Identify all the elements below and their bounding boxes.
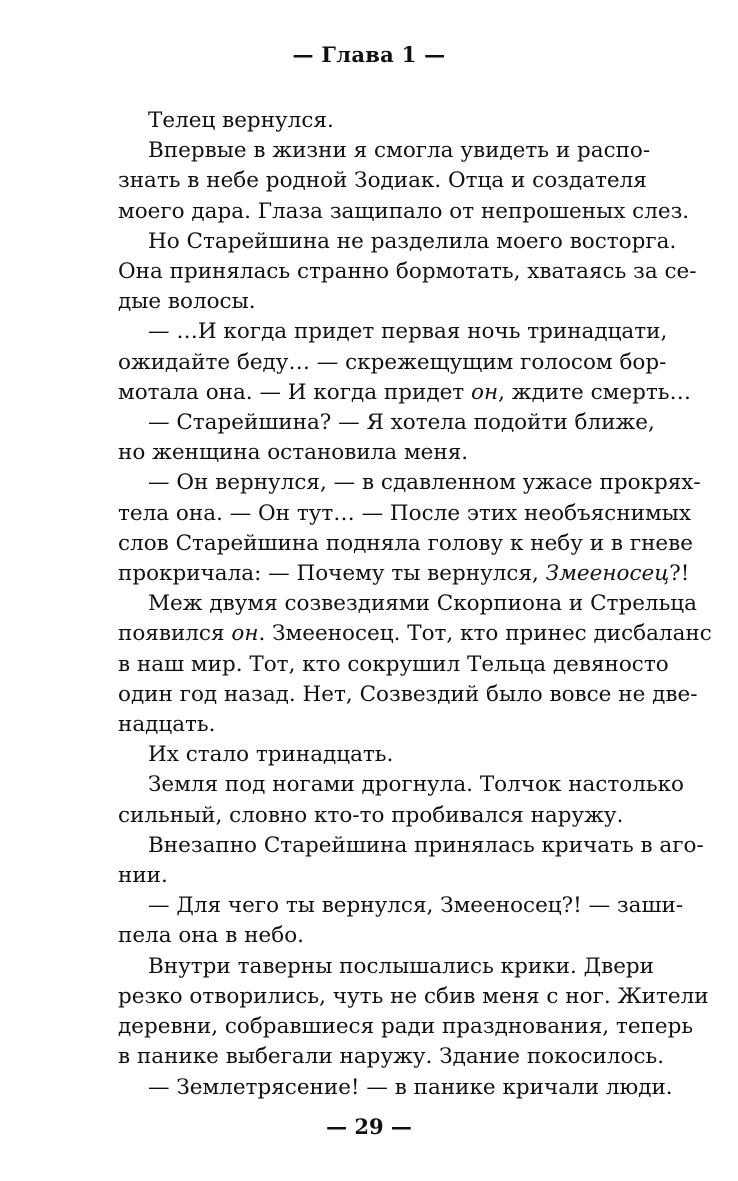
text-line: резко отворились, чуть не сбив меня с ног. Жители: [118, 983, 709, 1009]
text-line: один год назад. Нет, Созвездий было вовсе не две-: [118, 681, 698, 707]
text-line: Их стало тринадцать.: [148, 742, 394, 768]
text-line: но женщина остановила меня.: [118, 440, 469, 466]
text-line: Телец вернулся.: [148, 108, 334, 133]
text-line: знать в небе родной Зодиак. Отца и создателя: [118, 168, 647, 194]
text-line: Меж двумя созвездиями Скорпиона и Стрельца: [148, 591, 697, 617]
text-line: в наш мир. Тот, кто сокрушил Тельца девяносто: [118, 651, 669, 677]
text-line: Но Старейшина не разделила моего восторга.: [148, 228, 677, 254]
running-head: — Глава 1 —: [292, 42, 446, 67]
text-line: деревни, собравшиеся ради празднования, теперь: [118, 1014, 694, 1040]
text-line: — Землетрясение! — в панике кричали люди.: [148, 1074, 673, 1100]
text-line: надцать.: [118, 712, 216, 738]
text-line: — …И когда придет первая ночь тринадцати,: [148, 319, 668, 345]
text-line: ожидайте беду… — скрежещущим голосом бор-: [118, 349, 667, 375]
text-line: нии.: [118, 863, 168, 889]
italic-word: он: [471, 379, 499, 405]
page-number: — 29 —: [326, 1114, 412, 1139]
text-line: мотала она. — И когда придет он, ждите смерть…: [118, 379, 691, 405]
text-line: слов Старейшина подняла голову к небу и в гневе: [118, 530, 693, 556]
text-line: Внутри таверны послышались крики. Двери: [148, 953, 655, 979]
text-line: — Старейшина? — Я хотела подойти ближе,: [148, 410, 655, 436]
italic-word: Змееносец: [545, 561, 670, 587]
text-line: моего дара. Глаза защипало от непрошеных слез.: [118, 198, 690, 224]
text-line: Впервые в жизни я смогла увидеть и распо-: [148, 138, 651, 164]
text-line: в панике выбегали наружу. Здание покосилось.: [118, 1044, 665, 1070]
text-line: прокричала: — Почему ты вернулся, Змееносец?!: [118, 561, 690, 587]
text-line: появился он. Змееносец. Тот, кто принес дисбаланс: [118, 621, 712, 647]
text-line: Она принялась странно бормотать, хватаясь за се-: [118, 259, 697, 285]
text-line: тела она. — Он тут… — После этих необъяснимых: [118, 500, 691, 526]
text-line: дые волосы.: [118, 289, 256, 315]
text-line: Земля под ногами дрогнула. Толчок настолько: [148, 772, 684, 798]
text-line: Внезапно Старейшина принялась кричать в аго-: [148, 832, 704, 858]
text-line: — Он вернулся, — в сдавленном ужасе прокрях-: [148, 470, 701, 496]
text-line: пела она в небо.: [118, 923, 305, 949]
italic-word: он: [231, 621, 259, 647]
body-text: [118, 106, 712, 1103]
text-line: — Для чего ты вернулся, Змееносец?! — заши-: [148, 893, 684, 919]
text-line: сильный, словно кто-то пробивался наружу.: [118, 802, 624, 828]
